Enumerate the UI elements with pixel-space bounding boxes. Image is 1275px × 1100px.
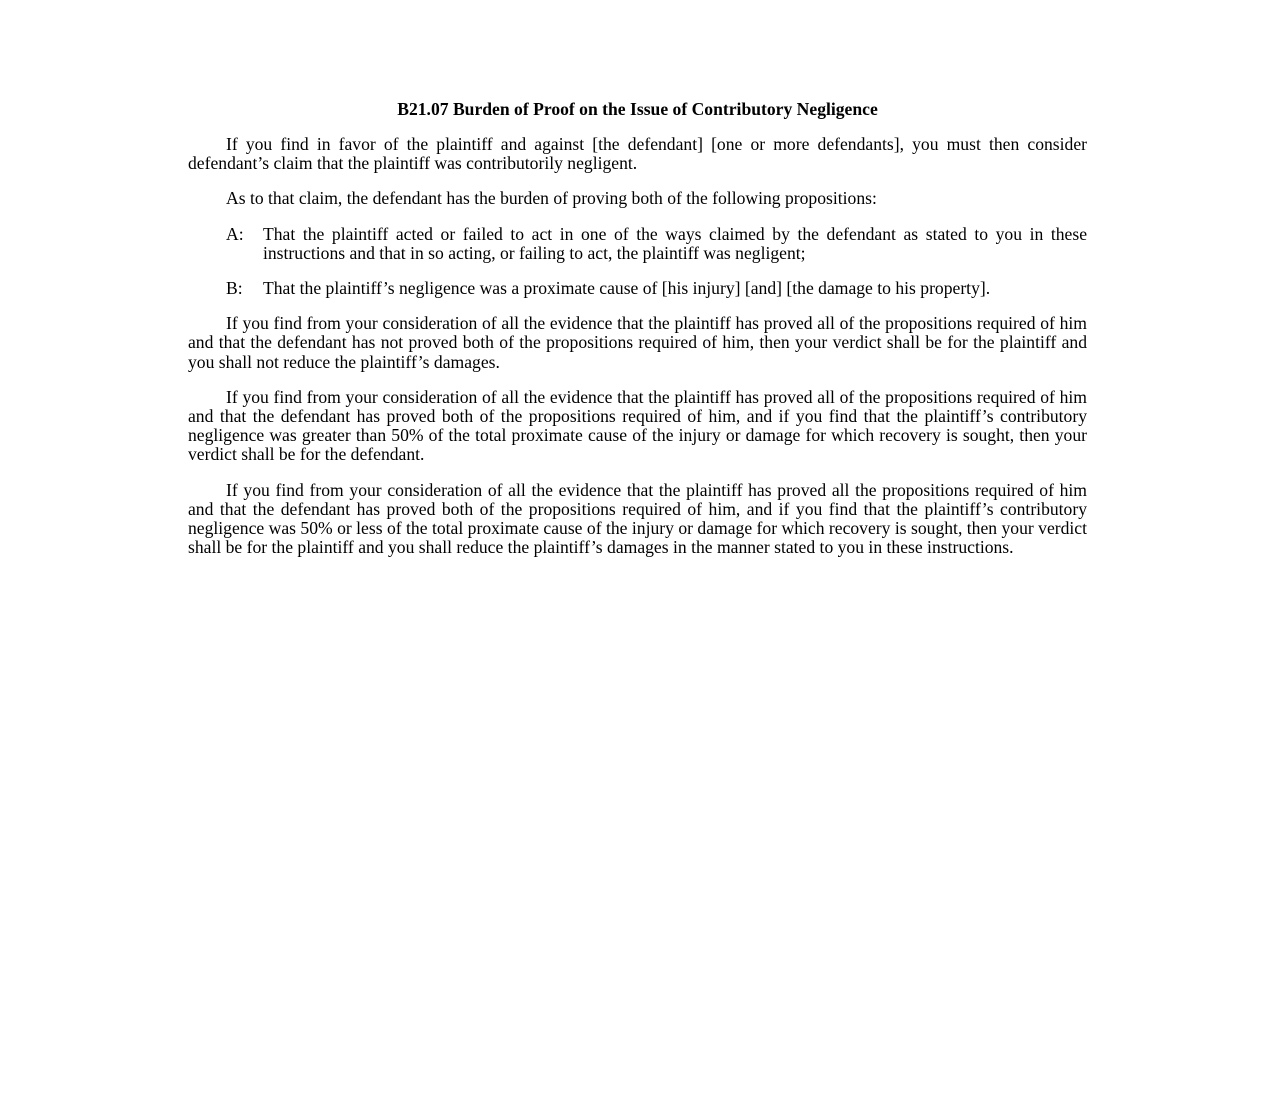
document-page [188, 99, 1087, 573]
paragraph-burden: As to that claim, the defendant has the burden of proving both of the following propositions: [226, 188, 877, 209]
paragraph-verdict-plaintiff-reduced: If you find from your consideration of all the evidence that the plaintiff has proved all the propositions required of him and that the defendant has proved both of the propositions required of him, and if you find that the plaintiff’s contributory negligence was 50% or less of the total proximate cause of the injury or damage for which recovery is sought, then your verdict shall be for the plaintiff and you shall reduce the plaintiff’s damages in the manner stated to you in these instructions. [188, 479, 1087, 558]
proposition-a-text: That the plaintiff acted or failed to act in one of the ways claimed by the defendant as stated to you in these instructions and that in so acting, or failing to act, the plaintiff was negligent; [263, 223, 1087, 263]
proposition-b-text: That the plaintiff’s negligence was a proximate cause of [his injury] [and] [the damage to his property]. [263, 278, 991, 299]
paragraph-intro: If you find in favor of the plaintiff and against [the defendant] [one or more defendants], you must then consider defendant’s claim that the plaintiff was contributorily negligent. [188, 134, 1087, 174]
paragraph-verdict-plaintiff-full: If you find from your consideration of all the evidence that the plaintiff has proved all of the propositions required of him and that the defendant has not proved both of the propositions required of him, then your verdict shall be for the plaintiff and you shall not reduce the plaintiff’s damages. [188, 313, 1087, 372]
paragraph-verdict-defendant: If you find from your consideration of all the evidence that the plaintiff has proved all of the propositions required of him and that the defendant has proved both of the propositions required of him, and if you find that the plaintiff’s contributory negligence was greater than 50% of the total proximate cause of the injury or damage for which recovery is sought, then your verdict shall be for the defendant. [188, 386, 1087, 465]
document-title: B21.07 Burden of Proof on the Issue of Contributory Negligence [397, 99, 878, 119]
proposition-a-label: A: [226, 223, 244, 244]
proposition-b [226, 279, 1087, 298]
proposition-a [226, 225, 1087, 263]
proposition-b-label: B: [226, 278, 243, 299]
